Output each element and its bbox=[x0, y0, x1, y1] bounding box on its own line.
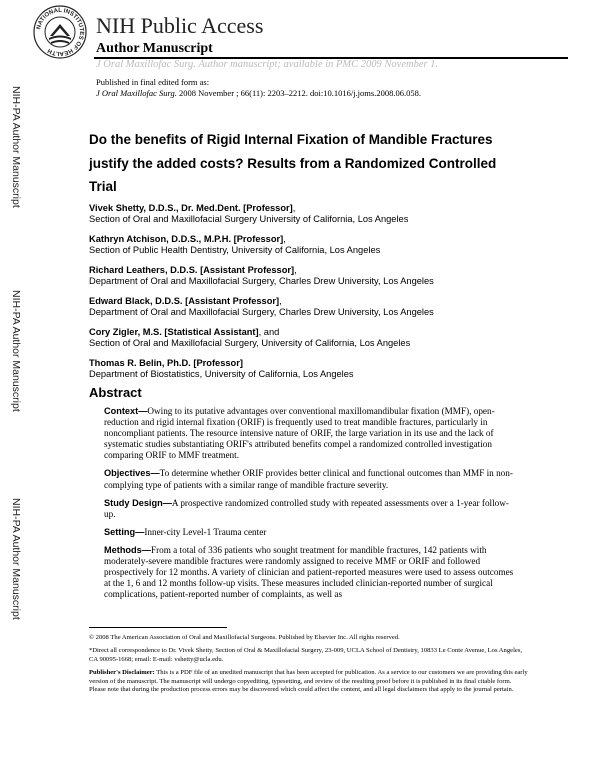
author-name: Richard Leathers, D.D.S. [Assistant Professor] bbox=[89, 265, 295, 275]
author-suffix: , bbox=[294, 265, 297, 275]
section-label: Methods— bbox=[104, 544, 151, 555]
disclaimer-label: Publisher's Disclaimer: bbox=[89, 669, 155, 677]
abstract-body bbox=[104, 406, 518, 607]
author-name: Edward Black, D.D.S. [Assistant Professor] bbox=[89, 296, 280, 306]
author-affiliation: Department of Biostatistics, University of California, Los Angeles bbox=[89, 369, 354, 379]
footnote-divider bbox=[89, 627, 227, 628]
author-suffix: , and bbox=[258, 327, 280, 337]
abstract-section-objectives bbox=[104, 468, 518, 490]
author-entry bbox=[89, 234, 549, 256]
section-label: Setting— bbox=[104, 526, 145, 537]
abstract-heading: Abstract bbox=[89, 385, 142, 400]
article-title: Do the benefits of Rigid Internal Fixation of Mandible Fractures justify the added costs? Results from a Randomized Controlled Trial bbox=[89, 132, 497, 194]
logo-ring-text: NATIONAL INSTITUTES OF HEALTH bbox=[36, 7, 85, 57]
author-entry bbox=[89, 358, 549, 380]
section-label: Study Design— bbox=[104, 497, 172, 508]
abstract-section-context bbox=[104, 406, 518, 461]
author-affiliation: Section of Public Health Dentistry, University of California, Los Angeles bbox=[89, 245, 381, 255]
section-text: Inner-city Level-1 Trauma center bbox=[144, 526, 267, 537]
author-entry bbox=[89, 265, 549, 287]
nih-logo bbox=[32, 4, 88, 60]
abstract-section-setting bbox=[104, 527, 518, 538]
side-banner-middle: NIH-PA Author Manuscript bbox=[10, 290, 22, 412]
section-text: To determine whether ORIF provides better clinical and functional outcomes than MMF in non-complying type of patients with a similar range of mandible fracture severity. bbox=[104, 468, 513, 490]
author-manuscript-label: Author Manuscript bbox=[96, 41, 213, 56]
section-text: A prospective randomized controlled study with repeated assessments over a 1-year follow-up. bbox=[104, 497, 509, 519]
journal-name: J Oral Maxillofac Surg. bbox=[96, 88, 177, 98]
publisher-disclaimer bbox=[89, 669, 529, 694]
section-label: Context— bbox=[104, 406, 148, 416]
citation-details: 2008 November ; 66(11): 2203–2212. doi:10.1016/j.joms.2008.06.058. bbox=[176, 88, 421, 98]
author-suffix: , bbox=[283, 234, 286, 244]
section-text: From a total of 336 patients who sought treatment for mandible fractures, 142 patients with moderately-severe mandible fractures were randomly assigned to receive MMF or ORIF and followed prospectively for 12 months. A variety of clinician and patient-reported measures were used to assess outcomes at the 1, 6 and 12 months follow-up visits. These measures included clinician-reported number of surgical complications, patient-reported number of complaints, as well as bbox=[104, 544, 514, 600]
author-name: Vivek Shetty, D.D.S., Dr. Med.Dent. [Professor] bbox=[89, 203, 293, 213]
eagle-emblem-icon bbox=[49, 24, 71, 44]
side-banner-top: NIH-PA Author Manuscript bbox=[10, 86, 22, 208]
abstract-section-methods bbox=[104, 545, 518, 600]
footnotes bbox=[89, 634, 529, 699]
author-entry bbox=[89, 296, 549, 318]
published-label: Published in final edited form as: bbox=[96, 77, 210, 87]
author-entry bbox=[89, 327, 549, 349]
author-list bbox=[89, 203, 549, 389]
disclaimer-text: This is a PDF file of an unedited manuscript that has been accepted for publication. As a service to our customers we are providing this early version of the manuscript. The manuscript will undergo copyediting, typesetting, and review of the resulting proof before it is published in its final citable form. Please note that during the production process errors may be discovered which could affect the content, and all legal disclaimers that apply to the journal pertain. bbox=[89, 669, 528, 694]
author-name: Kathryn Atchison, D.D.S., M.P.H. [Professor] bbox=[89, 234, 284, 244]
author-name: Cory Zigler, M.S. [Statistical Assistant] bbox=[89, 327, 259, 337]
section-text: Owing to its putative advantages over conventional maxillomandibular fixation (MMF), open-reduction and rigid internal fixation (ORIF) is frequently used to treat mandible fractures, particularly in noncompliant patients. The resource intensive nature of ORIF, the large variation in its use and the lack of systematic studies substantiating ORIF's attributed benefits compel a randomized controlled investigation comparing ORIF to MMF treatment. bbox=[104, 406, 495, 461]
nih-public-access-title: NIH Public Access bbox=[96, 13, 264, 38]
copyright-notice: © 2008 The American Association of Oral and Maxillofacial Surgeons. Published by Elsevier Inc. All rights reserved. bbox=[89, 634, 400, 641]
author-entry bbox=[89, 203, 549, 225]
author-suffix: , bbox=[292, 203, 296, 213]
author-affiliation: Section of Oral and Maxillofacial Surgery, University of California, Los Angeles bbox=[89, 338, 411, 348]
correspondence-note: *Direct all correspondence to Dr. Vivek Shetty, Section of Oral & Maxillofacial Surgery, 23-009, UCLA School of Dentistry, 10833 Le Conte Avenue, Los Angeles, CA 90095-1668; email: E-mail: vshetty@ucla.edu. bbox=[89, 647, 523, 663]
author-affiliation: Section of Oral and Maxillofacial Surgery University of California, Los Angeles bbox=[89, 214, 409, 224]
abstract-section-study-design bbox=[104, 498, 518, 520]
section-label: Objectives— bbox=[104, 468, 160, 479]
author-suffix: , bbox=[279, 296, 282, 306]
author-affiliation: Department of Oral and Maxillofacial Surgery, Charles Drew University, Los Angeles bbox=[89, 276, 434, 286]
author-name: Thomas R. Belin, Ph.D. [Professor] bbox=[89, 358, 243, 368]
publication-citation bbox=[96, 88, 421, 98]
author-affiliation: Department of Oral and Maxillofacial Surgery, Charles Drew University, Los Angeles bbox=[89, 307, 434, 317]
side-banner-bottom: NIH-PA Author Manuscript bbox=[10, 498, 22, 620]
journal-availability-line: J Oral Maxillofac Surg. Author manuscript; available in PMC 2009 November 1. bbox=[96, 59, 439, 70]
